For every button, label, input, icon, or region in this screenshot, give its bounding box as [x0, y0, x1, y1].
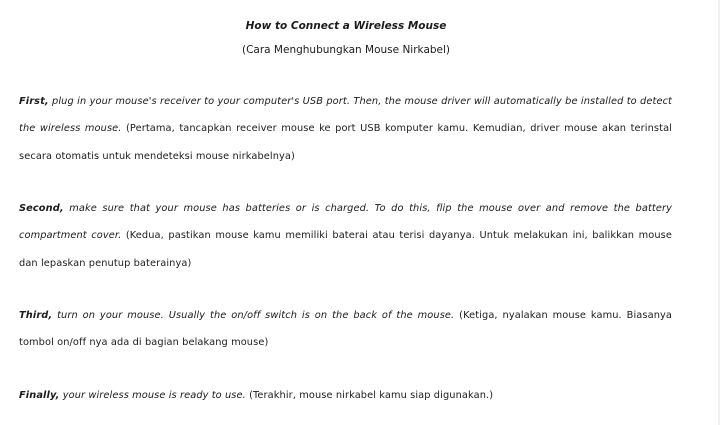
- step-english-text: make sure that your mouse has batteries or is charged. To do this, flip the mouse over and remove the battery compartment cover.: [19, 203, 672, 242]
- step-translation-text: (Ketiga, nyalakan mouse kamu. Biasanya tombol on/off nya ada di bagian belakang mouse): [19, 310, 673, 349]
- step-paragraph-third: [19, 302, 672, 357]
- step-lead: First,: [19, 96, 49, 107]
- step-translation-text: (Terakhir, mouse nirkabel kamu siap digunakan.): [249, 390, 494, 401]
- step-english-text: your wireless mouse is ready to use.: [62, 390, 246, 401]
- step-translation-text: (Kedua, pastikan mouse kamu memiliki baterai atau terisi dayanya. Untuk melakukan ini, balikkan mouse dan lepaskan penutup baterainya): [19, 230, 673, 269]
- step-lead: Third,: [19, 310, 53, 321]
- step-paragraph-first: [19, 88, 672, 170]
- step-english-text: plug in your mouse's receiver to your computer's USB port. Then, the mouse driver will automatically be installed to detect the wireless mouse.: [19, 96, 673, 135]
- step-lead: Finally,: [19, 390, 60, 401]
- step-paragraph-finally: [19, 382, 672, 409]
- document-subtitle: (Cara Menghubungkan Mouse Nirkabel): [241, 44, 451, 56]
- step-translation-text: (Pertama, tancapkan receiver mouse ke port USB komputer kamu. Kemudian, driver mouse akan terinstal secara otomatis untuk mendeteksi mouse nirkabelnya): [19, 123, 672, 162]
- step-english-text: turn on your mouse. Usually the on/off switch is on the back of the mouse.: [57, 310, 455, 321]
- document-title: How to Connect a Wireless Mouse: [245, 20, 447, 32]
- step-paragraph-second: [19, 195, 672, 277]
- step-lead: Second,: [19, 203, 64, 214]
